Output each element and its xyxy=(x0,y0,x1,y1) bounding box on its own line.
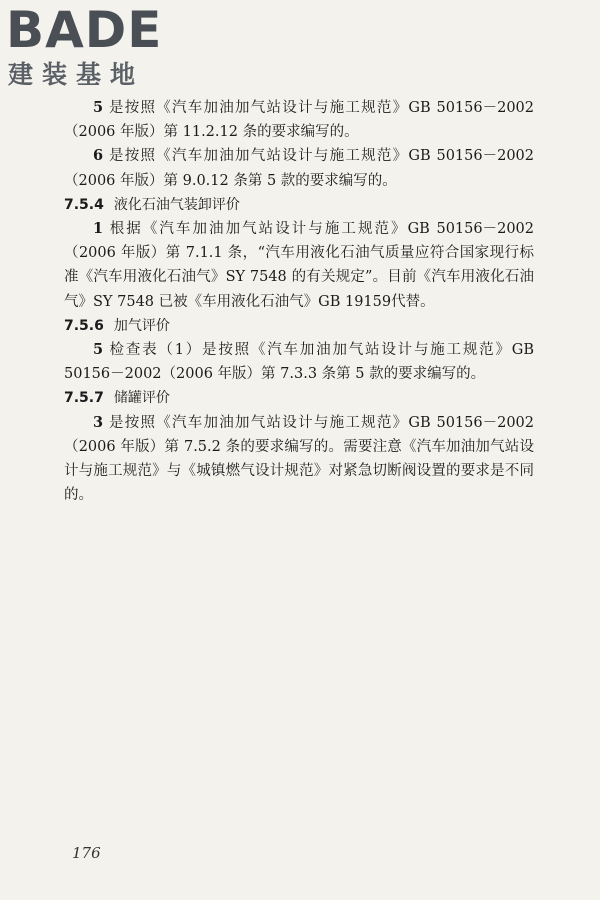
section-heading-7-5-4 xyxy=(64,193,534,217)
clause-1-paragraph xyxy=(64,217,534,314)
section-title: 加气评价 xyxy=(113,317,170,334)
page-body xyxy=(64,96,534,507)
section-number: 7.5.6 xyxy=(64,317,104,334)
section-title: 液化石油气装卸评价 xyxy=(113,196,240,213)
section-number: 7.5.7 xyxy=(64,390,104,407)
section-title: 储罐评价 xyxy=(113,390,170,407)
logo-word: BADE xyxy=(6,1,163,59)
section-heading-7-5-7 xyxy=(64,386,534,410)
clause-number: 1 xyxy=(93,220,104,238)
bade-logo xyxy=(6,2,176,94)
clause-6-paragraph xyxy=(64,144,534,192)
clause-number: 6 xyxy=(93,147,104,165)
logo-subtitle: 建装基地 xyxy=(8,60,145,89)
page-number: 176 xyxy=(72,844,101,862)
clause-5-checklist-paragraph xyxy=(64,338,534,386)
section-number: 7.5.4 xyxy=(64,196,104,213)
clause-text: 根据《汽车加油加气站设计与施工规范》GB 50156－2002（2006 年版）第 7.1.1 条，“汽车用液化石油气质量应符合国家现行标准《汽车用液化石油气》SY 7548 的有关规定”。目前《汽车用液化石油气》SY 7548 已被《车用液化石油气》GB 19159代替。 xyxy=(64,221,534,310)
clause-text: 是按照《汽车加油加气站设计与施工规范》GB 50156－2002（2006 年版）第 9.0.12 条第 5 款的要求编写的。 xyxy=(64,148,535,189)
clause-3-paragraph xyxy=(64,411,534,508)
clause-text: 检查表（1）是按照《汽车加油加气站设计与施工规范》GB 50156－2002（2006 年版）第 7.3.3 条第 5 款的要求编写的。 xyxy=(64,342,535,383)
clause-text: 是按照《汽车加油加气站设计与施工规范》GB 50156－2002（2006 年版）第 7.5.2 条的要求编写的。需要注意《汽车加油加气站设计与施工规范》与《城镇燃气设计规范》对紧急切断阀设置的要求是不同的。 xyxy=(64,414,535,504)
clause-number: 3 xyxy=(93,413,104,431)
clause-text: 是按照《汽车加油加气站设计与施工规范》GB 50156－2002（2006 年版）第 11.2.12 条的要求编写的。 xyxy=(64,100,535,141)
clause-5-paragraph xyxy=(64,96,534,144)
clause-number: 5 xyxy=(93,341,104,359)
section-heading-7-5-6 xyxy=(64,314,534,338)
clause-number: 5 xyxy=(93,99,104,116)
